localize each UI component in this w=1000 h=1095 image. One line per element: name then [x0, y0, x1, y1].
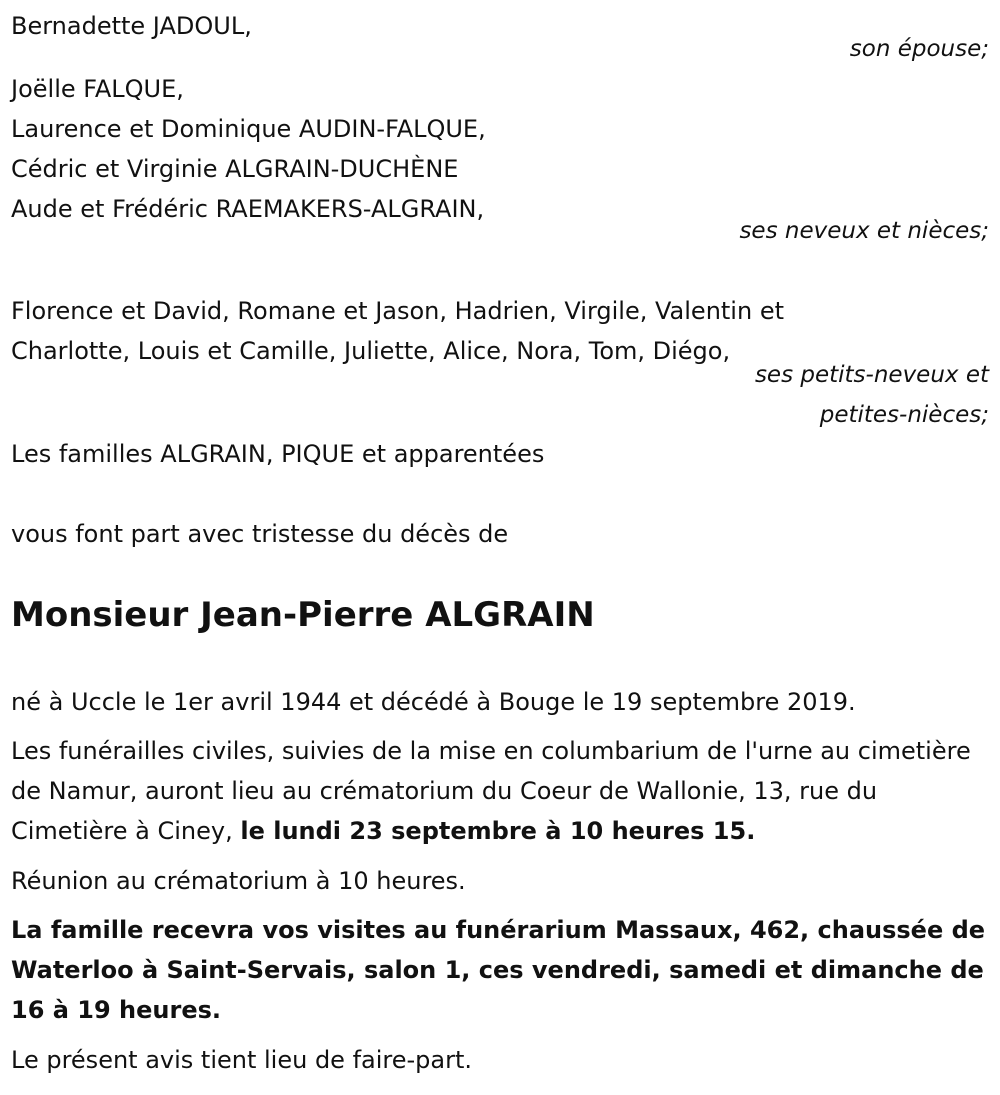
- visits-paragraph: La famille recevra vos visites au funérarium Massaux, 462, chaussée de Waterloo à Saint-Servais, salon 1, ces vendredi, samedi et dimanche de 16 à 19 heures.: [11, 916, 986, 1024]
- nephew-entry: Laurence et Dominique AUDIN-FALQUE,: [11, 115, 486, 143]
- birth-death-line: né à Uccle le 1er avril 1944 et décédé à Bouge le 19 septembre 2019.: [11, 688, 856, 716]
- families-line: Les familles ALGRAIN, PIQUE et apparentées: [11, 440, 545, 468]
- announcement-line: vous font part avec tristesse du décès de: [11, 520, 509, 548]
- reunion-line: Réunion au crématorium à 10 heures.: [11, 867, 466, 895]
- grand-nephews-role: ses petits-neveux et petites-nièces;: [754, 362, 989, 428]
- grand-nephews-list: Florence et David, Romane et Jason, Hadrien, Virgile, Valentin et Charlotte, Louis et Camille, Juliette, Alice, Nora, Tom, Diégo,: [11, 297, 784, 365]
- spouse-role: son épouse;: [849, 36, 989, 62]
- notice-line: Le présent avis tient lieu de faire-part.: [11, 1046, 473, 1074]
- nephews-list: [11, 69, 486, 229]
- nephew-entry: Aude et Frédéric RAEMAKERS-ALGRAIN,: [11, 195, 485, 223]
- deceased-name: Monsieur Jean-Pierre ALGRAIN: [11, 595, 595, 635]
- funeral-paragraph: [11, 731, 986, 851]
- nephew-entry: Joëlle FALQUE,: [11, 75, 184, 103]
- funeral-date: le lundi 23 septembre à 10 heures 15.: [240, 817, 756, 845]
- spouse-name: Bernadette JADOUL,: [11, 12, 252, 40]
- funeral-text: Les funérailles civiles, suivies de la mise en columbarium de l'urne au cimetière de Namur, auront lieu au crématorium du Coeur de Wallonie, 13, rue du Cimetière à Ciney,: [11, 737, 971, 845]
- nephews-role: ses neveux et nièces;: [739, 218, 989, 244]
- nephew-entry: Cédric et Virginie ALGRAIN-DUCHÈNE: [11, 155, 459, 183]
